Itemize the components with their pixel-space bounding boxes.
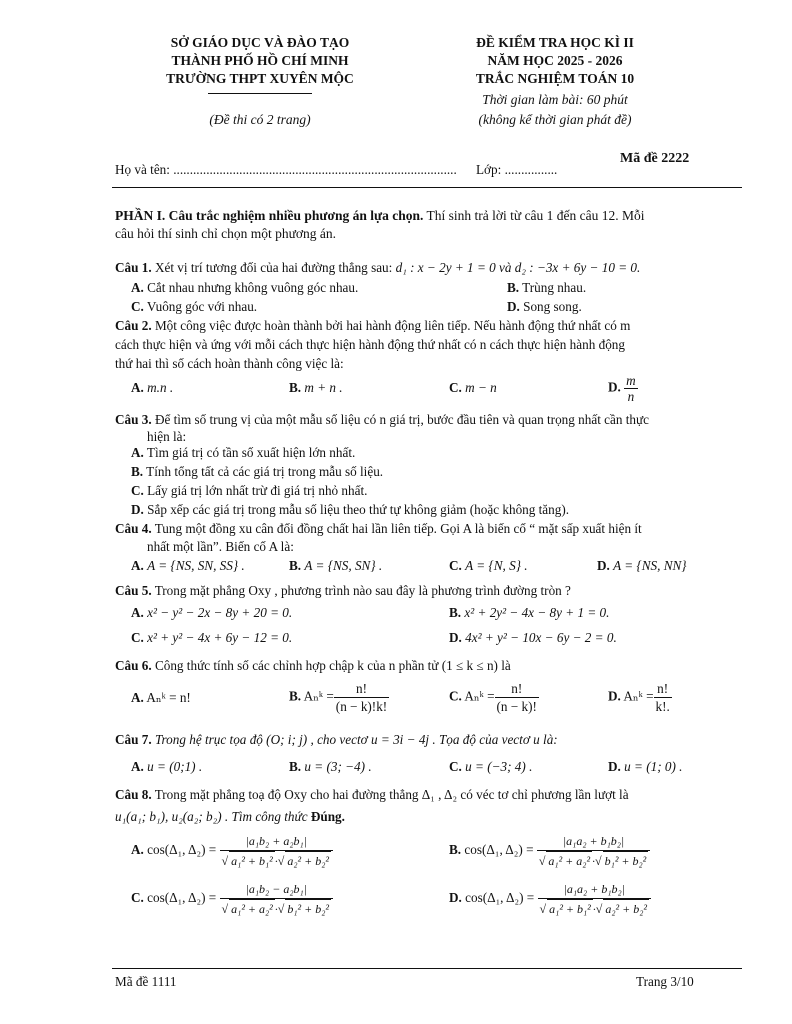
time-note: (không kể thời gian phát đề) xyxy=(478,112,632,127)
page-count: (Đề thi có 2 trang) xyxy=(209,112,311,127)
q3-option-d[interactable]: D. Sắp xếp các giá trị trong mẫu số liệu theo thứ tự không giảm (hoặc không tăng). xyxy=(131,502,570,517)
q4-stem: Câu 4. Tung một đồng xu cân đối đồng chất hai lần liên tiếp. Gọi A là biến cố “ mặt sấp xuất hiện ít xyxy=(115,521,642,536)
exam-code: Mã đề 2222 xyxy=(620,151,690,166)
q6-option-c[interactable]: C. Aₙᵏ = $\frac{n!}{(n - k)!}$ xyxy=(449,681,537,714)
q8-option-d[interactable]: D. cos(Δ₁, Δ₂) = $\frac{\text{|a₁a₂ + b₁b₂|}}{\text{√ a₁² + b₁² ·√ a₂² + b₂²}}$ xyxy=(449,880,651,918)
q5-option-a[interactable]: A. x² − y² − 2x − 8y + 20 = 0. xyxy=(131,605,293,620)
q2-stem-3: thứ hai thì số cách hoàn thành công việc là: xyxy=(115,356,344,371)
q1-stem: Câu 1. Xét vị trí tương đối của hai đường thẳng sau: d₁ : x − 2y + 1 = 0 và d₂ : −3x + 6y − 10 = 0. xyxy=(115,260,641,275)
q7-option-a[interactable]: A. u = (0;1) . xyxy=(131,759,203,774)
footer-exam-code: Mã đề 1111 xyxy=(115,974,177,989)
q5-option-c[interactable]: C. x² + y² − 4x + 6y − 12 = 0. xyxy=(131,630,293,645)
header-rule xyxy=(112,187,742,188)
q7-option-b[interactable]: B. u = (3; −4) . xyxy=(289,759,372,774)
exam-title: ĐỀ KIỂM TRA HỌC KÌ II xyxy=(476,35,634,50)
page-number: Trang 3/10 xyxy=(636,974,694,989)
q5-option-d[interactable]: D. 4x² + y² − 10x − 6y − 2 = 0. xyxy=(449,630,617,645)
q8-stem-2: u₁(a₁; b₁), u₂(a₂; b₂) . Tìm công thức Đúng. xyxy=(115,809,345,824)
time-limit: Thời gian làm bài: 60 phút xyxy=(482,92,628,107)
q5-stem: Câu 5. Trong mặt phẳng Oxy , phương trình nào sau đây là phương trình đường tròn ? xyxy=(115,583,571,598)
q7-stem: Câu 7. Trong hệ trục tọa độ (O; i; j) , cho vectơ u = 3i − 4j . Tọa độ của vectơ u là: xyxy=(115,732,558,747)
dept-name: SỞ GIÁO DỤC VÀ ĐÀO TẠO xyxy=(170,35,350,50)
part1-heading: PHẦN I. Câu trắc nghiệm nhiều phương án lựa chọn. Thí sinh trả lời từ câu 1 đến câu 12. Mỗi xyxy=(115,208,645,223)
q4-option-c[interactable]: C. A = {N, S} . xyxy=(449,558,528,573)
class-field: Lớp: ................ xyxy=(476,162,558,177)
q5-option-b[interactable]: B. x² + 2y² − 4x − 8y + 1 = 0. xyxy=(449,605,610,620)
q6-option-d[interactable]: D. Aₙᵏ = $\frac{n!}{k!.}$ xyxy=(608,681,670,714)
q8-option-a[interactable]: A. cos(Δ₁, Δ₂) = $\frac{\text{|a₁b₂ + a₂b₁|}}{\text{√ a₁² + b₁² ·√ a₂² + b₂²}}$ xyxy=(131,832,333,870)
q1-option-a[interactable]: A. Cắt nhau nhưng không vuông góc nhau. xyxy=(131,280,359,295)
q3-option-a[interactable]: A. Tìm giá trị có tần số xuất hiện lớn nhất. xyxy=(131,445,356,460)
q1-option-d[interactable]: D. Song song. xyxy=(507,299,582,314)
q2-stem-2: cách thực hiện và ứng với mỗi cách thực hiện hành động thứ nhất có n cách thực hiện hành động xyxy=(115,337,625,352)
header-divider xyxy=(208,93,312,94)
q3-option-c[interactable]: C. Lấy giá trị lớn nhất trừ đi giá trị nhỏ nhất. xyxy=(131,483,368,498)
q4-option-d[interactable]: D. A = {NS, NN} xyxy=(597,558,687,573)
q2-option-a[interactable]: A. m.n . xyxy=(131,380,174,395)
q2-stem: Câu 2. Một công việc được hoàn thành bởi hai hành động liên tiếp. Nếu hành động thứ nhất có m xyxy=(115,318,631,333)
q3-stem: Câu 3. Để tìm số trung vị của một mẫu số liệu có n giá trị, bước đầu tiên và quan trọng nhất cần thực xyxy=(115,412,650,427)
q8-stem: Câu 8. Trong mặt phẳng toạ độ Oxy cho hai đường thẳng Δ₁ , Δ₂ có véc tơ chỉ phương lần lượt là xyxy=(115,787,629,802)
q7-option-d[interactable]: D. u = (1; 0) . xyxy=(608,759,683,774)
q3-stem-2: hiện là: xyxy=(147,429,187,444)
q4-stem-2: nhất một lần”. Biến cố A là: xyxy=(147,539,294,554)
footer-rule xyxy=(112,968,742,969)
subject: TRẮC NGHIỆM TOÁN 10 xyxy=(475,71,635,86)
q6-stem: Câu 6. Công thức tính số các chỉnh hợp chập k của n phần tử (1 ≤ k ≤ n) là xyxy=(115,658,511,673)
q4-option-b[interactable]: B. A = {NS, SN} . xyxy=(289,558,383,573)
city-name: THÀNH PHỐ HỒ CHÍ MINH xyxy=(171,53,349,68)
q7-option-c[interactable]: C. u = (−3; 4) . xyxy=(449,759,533,774)
school-name: TRƯỜNG THPT XUYÊN MỘC xyxy=(166,71,354,86)
q4-option-a[interactable]: A. A = {NS, SN, SS} . xyxy=(131,558,245,573)
q3-option-b[interactable]: B. Tính tổng tất cả các giá trị trong mẫu số liệu. xyxy=(131,464,384,479)
q6-option-b[interactable]: B. Aₙᵏ = $\frac{n!}{(n - k)!k!}$ xyxy=(289,681,388,714)
q2-option-b[interactable]: B. m + n . xyxy=(289,380,343,395)
q8-option-c[interactable]: C. cos(Δ₁, Δ₂) = $\frac{\text{|a₁b₂ − a₂b₁|}}{\text{√ a₁² + a₂² ·√ b₁² + b₂²}}$ xyxy=(131,880,333,918)
q2-option-d[interactable]: D. $\frac{m}{n}$ xyxy=(608,373,636,404)
q2-option-c[interactable]: C. m − n xyxy=(449,380,497,395)
school-year: NĂM HỌC 2025 - 2026 xyxy=(487,53,623,68)
part1-desc: câu hỏi thí sinh chỉ chọn một phương án. xyxy=(115,226,337,241)
name-field: Họ và tên: ...................................................................................... xyxy=(115,162,457,177)
q1-option-b[interactable]: B. Trùng nhau. xyxy=(507,280,587,295)
q1-option-c[interactable]: C. Vuông góc với nhau. xyxy=(131,299,258,314)
q8-option-b[interactable]: B. cos(Δ₁, Δ₂) = $\frac{\text{|a₁a₂ + b₁b₂|}}{\text{√ a₁² + a₂² ·√ b₁² + b₂²}}$ xyxy=(449,832,650,870)
q6-option-a[interactable]: A. Aₙᵏ = n! xyxy=(131,690,191,705)
